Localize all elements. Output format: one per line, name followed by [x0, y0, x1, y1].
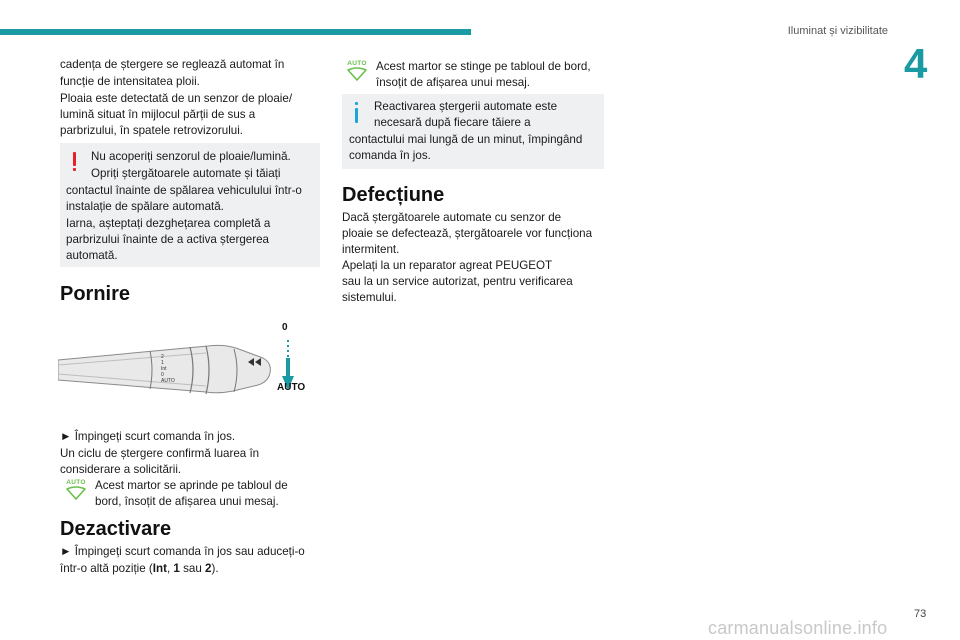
auto-icon-label: AUTO [66, 479, 86, 486]
info-icon [354, 102, 359, 123]
info-line: contactului mai lungă de un minut, împingând [349, 133, 583, 146]
step-deactivate: ► Împingeți scurt comanda în jos sau aduceți-o [60, 545, 305, 558]
chapter-number: 4 [904, 40, 928, 87]
section-title: Iluminat și vizibilitate [787, 25, 888, 37]
heading-defectiune: Defecțiune [342, 184, 445, 206]
text-line: ploaie se defectează, ștergătoarele vor funcționa [342, 227, 593, 240]
watermark: carmanualsonline.info [708, 618, 888, 638]
info-line: Reactivarea ștergerii automate este [374, 100, 558, 113]
text-line: intermitent. [342, 243, 400, 256]
text-line: cadența de ștergere se reglează automat în [60, 58, 285, 71]
text-line: considerare a solicitării. [60, 463, 182, 476]
text-line: Apelați la un reparator agreat PEUGEOT [342, 259, 553, 272]
warning-line: automată. [66, 249, 118, 262]
figure-label-zero: 0 [282, 322, 288, 333]
figure-label-auto: AUTO [277, 382, 306, 393]
wiper-stalk-illustration [58, 318, 320, 418]
text-line: Ploaia este detectată de un senzor de ploaie/ [60, 92, 293, 105]
warning-line: contactul înainte de spălarea vehiculului într-o [66, 184, 302, 197]
text-line: Dacă ștergătoarele automate cu senzor de [342, 211, 562, 224]
indicator-off-line: însoțit de afișarea unui mesaj. [376, 76, 531, 89]
auto-icon-label: AUTO [347, 60, 367, 67]
bold-run: 2 [205, 562, 212, 575]
text-line: lumină situat în mijlocul părții de sus a [60, 108, 256, 121]
auto-wiper-indicator-icon [343, 60, 371, 82]
stalk-mark: AUTO [161, 378, 175, 384]
heading-pornire: Pornire [60, 283, 131, 305]
bold-run: Int [152, 562, 167, 575]
text-run: ). [211, 562, 219, 575]
stalk-mark: Int [161, 366, 167, 372]
text-line: Un ciclu de ștergere confirmă luarea în [60, 447, 260, 460]
text-line: sistemului. [342, 291, 397, 304]
text-line: funcție de intensitatea ploii. [60, 75, 200, 88]
warning-line: Nu acoperiți senzorul de ploaie/lumină. [91, 150, 291, 163]
auto-wiper-indicator-icon [62, 479, 90, 501]
text-line: parbrizului, în spatele retrovizorului. [60, 124, 244, 137]
text-run: , [166, 562, 174, 575]
indicator-on-line: Acest martor se aprinde pe tabloul de [95, 479, 288, 492]
info-box [342, 94, 604, 169]
text-run: sau [179, 562, 206, 575]
text-run: într-o altă poziție ( [60, 562, 153, 575]
warning-icon [72, 152, 77, 173]
heading-dezactivare: Dezactivare [60, 518, 172, 540]
step-deactivate-cont [60, 561, 219, 577]
text-line: sau la un service autorizat, pentru verificarea [342, 275, 573, 288]
step-push-down: ► Împingeți scurt comanda în jos. [60, 430, 236, 443]
info-line: necesară după fiecare tăiere a [374, 116, 531, 129]
stalk-mark: 2 [161, 354, 164, 360]
stalk-mark: 1 [161, 360, 164, 366]
page-number: 73 [914, 608, 927, 620]
warning-box [60, 143, 320, 267]
warning-line: Opriți ștergătoarele automate și tăiați [91, 167, 281, 180]
warning-line: instalație de spălare automată. [66, 200, 224, 213]
indicator-off-line: Acest martor se stinge pe tabloul de bord, [376, 60, 591, 73]
wiper-stalk-drawing [58, 318, 320, 418]
top-accent-bar [0, 29, 471, 35]
stalk-position-marks [161, 354, 175, 384]
info-line: comanda în jos. [349, 149, 431, 162]
warning-line: Iarna, așteptați dezghețarea completă a [66, 217, 271, 230]
stalk-mark: 0 [161, 372, 164, 378]
indicator-on-line: bord, însoțit de afișarea unui mesaj. [95, 495, 279, 508]
bold-run: 1 [173, 562, 180, 575]
warning-line: parbrizului înainte de a activa ștergerea [66, 233, 270, 246]
